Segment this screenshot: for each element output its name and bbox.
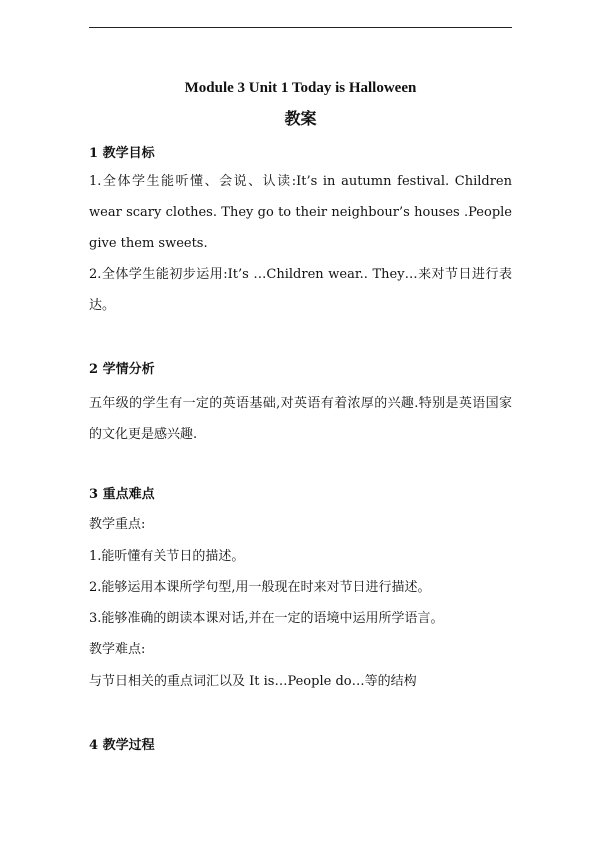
key-point-item-2: 2.能够运用本课所学句型,用一般现在时来对节日进行描述。 — [89, 580, 431, 595]
objective-paragraph-1: 1.全体学生能听懂、会说、认读:It’s in autumn festival. Children wear scary clothes. They go to their neighbour’s houses .People give them sweets. — [89, 174, 512, 251]
key-point-item-3: 3.能够准确的朗读本课对话,并在一定的语境中运用所学语言。 — [89, 611, 444, 626]
difficulty-item: 与节日相关的重点词汇以及 It is…People do…等的结构 — [89, 674, 417, 689]
section-heading-analysis: 2 学情分析 — [89, 362, 155, 377]
section-heading-objectives: 1 教学目标 — [89, 146, 155, 161]
document-subtitle: 教案 — [284, 109, 317, 128]
section-heading-key-points: 3 重点难点 — [89, 487, 155, 502]
key-points-label: 教学重点: — [89, 517, 146, 532]
document-title: Module 3 Unit 1 Today is Halloween — [184, 80, 417, 96]
difficulty-label: 教学难点: — [89, 642, 146, 657]
section-heading-process: 4 教学过程 — [89, 738, 155, 753]
analysis-paragraph: 五年级的学生有一定的英语基础,对英语有着浓厚的兴趣.特别是英语国家的文化更是感兴趣. — [89, 396, 512, 442]
key-point-item-1: 1.能听懂有关节日的描述。 — [89, 549, 245, 564]
header-rule — [89, 27, 512, 28]
objective-paragraph-2: 2.全体学生能初步运用:It’s …Children wear.. They…来对节日进行表达。 — [89, 267, 512, 313]
